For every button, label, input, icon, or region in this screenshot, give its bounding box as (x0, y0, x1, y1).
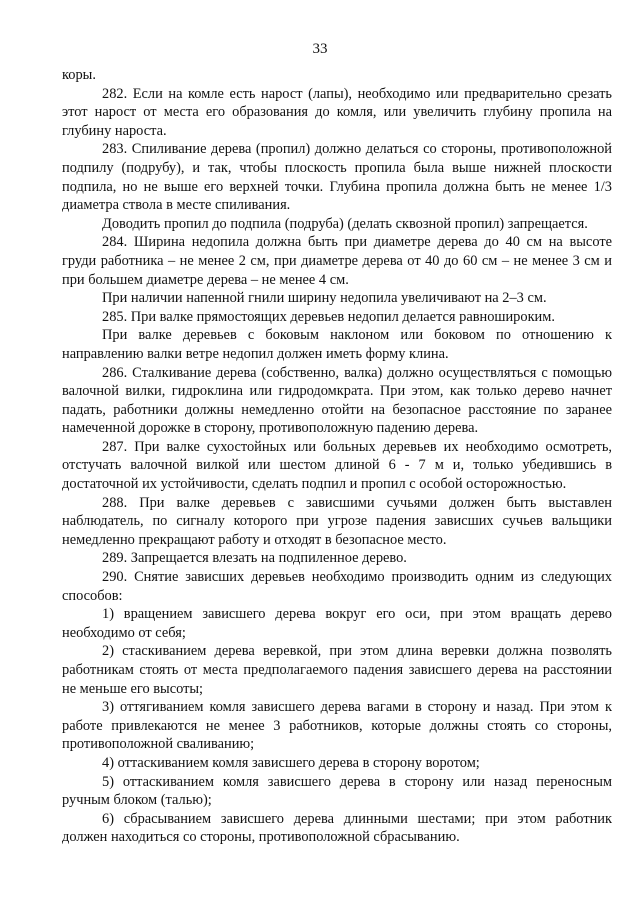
document-body (62, 66, 612, 847)
list-item: 2) стаскиванием дерева веревкой, при этом длина веревки должна позволять работникам стоять от места предполагаемого падения зависшего дерева на расстоянии не меньше его высоты; (62, 643, 612, 697)
paragraph: коры. (62, 67, 96, 83)
paragraph: При наличии напенной гнили ширину недопила увеличивают на 2–3 см. (102, 290, 547, 307)
list-item: 3) оттягиванием комля зависшего дерева вагами в сторону и назад. При этом к работе привлекаются не менее 3 работников, которые должны стоять со стороны, противоположной сваливанию; (62, 699, 612, 753)
paragraph: 282. Если на комле есть нарост (лапы), необходимо или предварительно срезать этот нарост от места его образования до комля, или увеличить глубину пропила на глубину нароста. (62, 85, 612, 139)
paragraph: 286. Сталкивание дерева (собственно, валка) должно осуществляться с помощью валочной вилки, гидроклина или гидродомкрата. При этом, как только дерево начнет падать, работники должны немедленно отойти на безопасное расстояние по заранее намеченной дорожке в сторону, противоположную падению дерева. (62, 364, 612, 437)
paragraph: При валке деревьев с боковым наклоном или боковом по отношению к направлению валки ветре недопил должен иметь форму клина. (62, 327, 612, 362)
page-number: 33 (312, 41, 328, 57)
paragraph: 283. Спиливание дерева (пропил) должно делаться со стороны, противоположной подпилу (подрубу), и так, чтобы плоскость пропила была выше нижней плоскости подпила, но не выше его верхней точки. Глубина пропила должна быть не менее 1/3 диаметра ствола в месте спиливания. (62, 141, 612, 214)
paragraph: 285. При валке прямостоящих деревьев недопил делается равношироким. (102, 308, 555, 325)
paragraph: Доводить пропил до подпила (подруба) (делать сквозной пропил) запрещается. (102, 215, 588, 232)
list-item: 5) оттаскиванием комля зависшего дерева в сторону или назад переносным ручным блоком (талью); (62, 773, 612, 809)
list-item: 6) сбрасыванием зависшего дерева длинными шестами; при этом работник должен находиться со стороны, противоположной сбрасыванию. (62, 810, 612, 846)
paragraph: 290. Снятие зависших деревьев необходимо производить одним из следующих способов: (62, 569, 612, 604)
paragraph: 289. Запрещается влезать на подпиленное дерево. (102, 550, 407, 567)
paragraph: 287. При валке сухостойных или больных деревьев их необходимо осмотреть, отстучать валочной вилкой или шестом длиной 6 - 7 м и, только убедившись в достаточной их устойчивости, сделать подпил и пропил с особой осторожностью. (62, 438, 612, 493)
paragraph: 288. При валке деревьев с зависшими сучьями должен быть выставлен наблюдатель, по сигналу которого при угрозе падения зависших сучьев вальщики немедленно прекращают работу и отходят в безопасное место. (62, 494, 612, 548)
list-item: 1) вращением зависшего дерева вокруг его оси, при этом вращать дерево необходимо от себя; (62, 606, 612, 641)
paragraph: 284. Ширина недопила должна быть при диаметре дерева до 40 см на высоте груди работника – не менее 2 см, при диаметре дерева от 40 до 60 см – не менее 3 см и при большем диаметре дерева – не менее 4 см. (62, 234, 612, 288)
list-item: 4) оттаскиванием комля зависшего дерева в сторону воротом; (102, 754, 480, 771)
